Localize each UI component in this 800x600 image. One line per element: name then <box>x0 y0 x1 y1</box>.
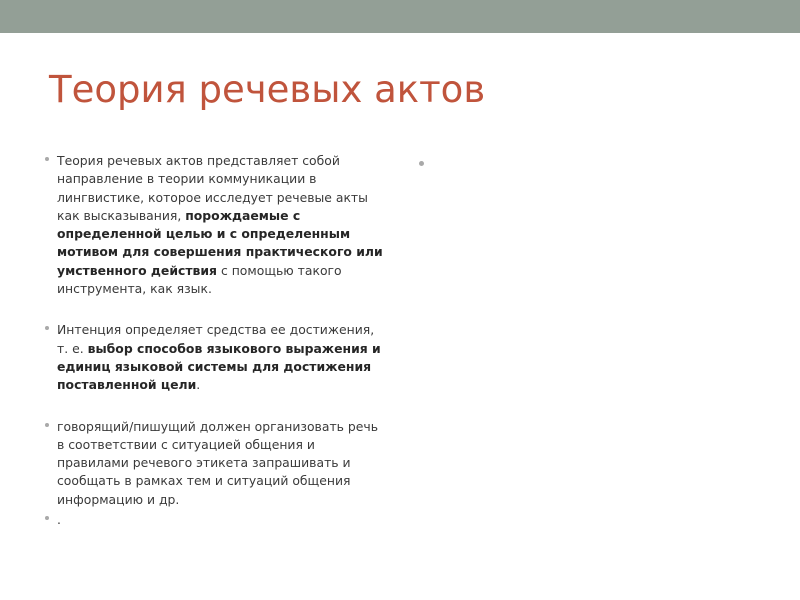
left-content-column <box>45 152 385 529</box>
bullet-dot-icon <box>45 157 49 161</box>
top-bar <box>0 0 800 33</box>
paragraph-text: говорящий/пишущий должен организовать речь в соответствии с ситуацией общения и правилами речевого этикета запрашивать и сообщать в рамках тем и ситуаций общения информацию и др. <box>57 418 379 507</box>
slide-title: Теория речевых актов <box>49 68 486 111</box>
paragraph-bold-text: выбор способов языкового выражения и единиц языковой системы для достижения поставленной цели <box>57 340 381 393</box>
bullet-paragraph <box>45 511 385 529</box>
paragraph-text: Теория речевых актов представляет собой направление в теории коммуникации в лингвистике, которое исследует речевые акты как высказывания, <box>57 153 368 223</box>
bullet-paragraph <box>45 418 385 509</box>
empty-bullet-dot-icon <box>419 161 424 166</box>
paragraph-text: . <box>196 377 201 393</box>
paragraph-bold-text: порождаемые с определенной целью и с определенным мотивом для совершения практического или умственного действия <box>57 207 383 278</box>
bullet-dot-icon <box>45 423 49 427</box>
paragraph-text: . <box>57 512 61 528</box>
bullet-dot-icon <box>45 516 49 520</box>
paragraph-text: Интенция определяет средства ее достижения, т. е. <box>57 322 375 356</box>
bullet-paragraph <box>45 152 385 298</box>
bullet-dot-icon <box>45 326 49 330</box>
paragraph-text: с помощью такого инструмента, как язык. <box>57 262 342 297</box>
bullet-paragraph <box>45 321 385 394</box>
